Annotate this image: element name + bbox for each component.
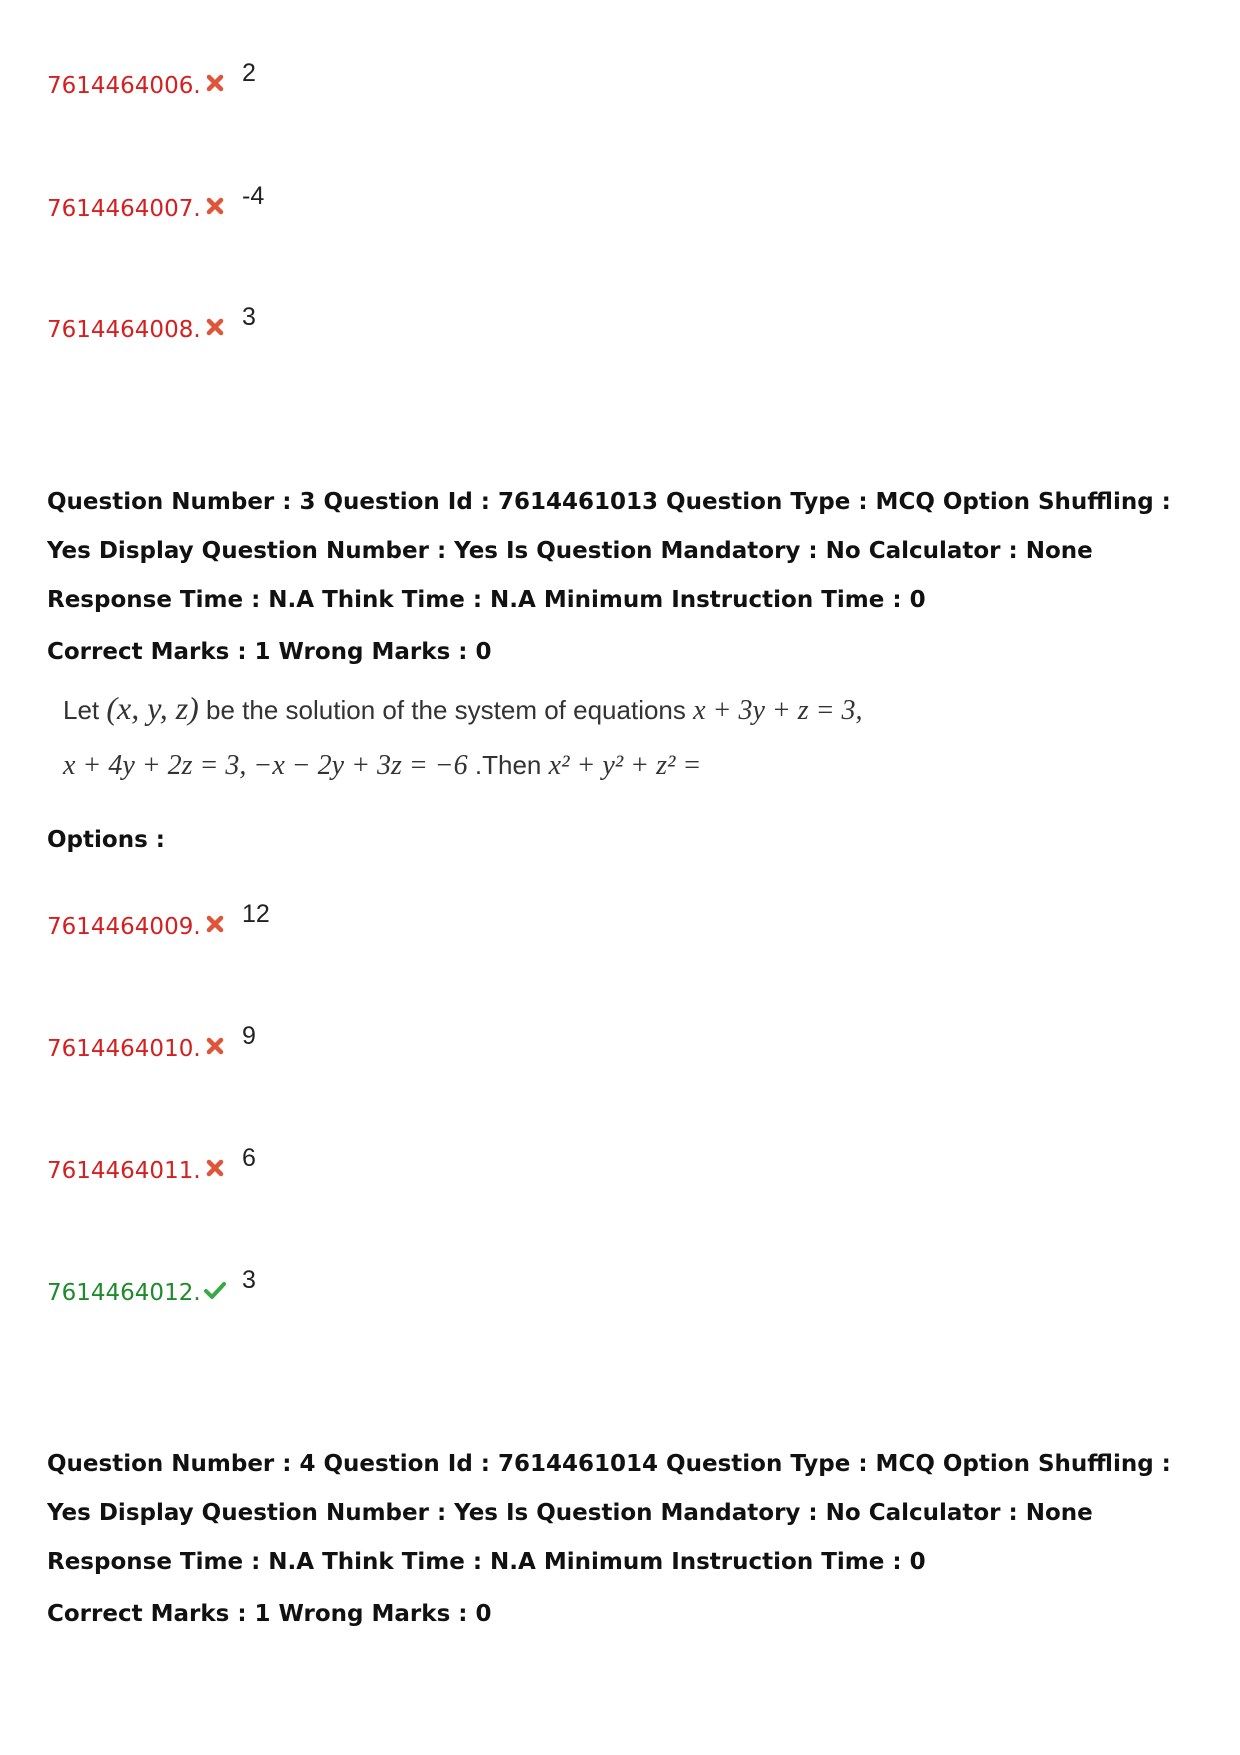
cross-icon xyxy=(204,1157,226,1179)
question-text: Let xyxy=(63,695,100,725)
question-text-line-2 xyxy=(63,750,701,782)
cross-icon xyxy=(204,195,226,217)
question-4-metadata: Question Number : 4 Question Id : 7614461014 Question Type : MCQ Option Shuffling : Yes Display Question Number : Yes Is Question Mandatory : No Calculator : None Response Time : N.A Think Time : N.A Minimum Instruction Time : 0 xyxy=(47,1451,1171,1575)
option-value: 3 xyxy=(242,1266,256,1294)
cross-icon xyxy=(204,913,226,935)
option-value: 9 xyxy=(242,1022,256,1050)
option-id: 7614464010. xyxy=(47,1036,201,1062)
check-icon xyxy=(202,1279,228,1301)
option-value: 3 xyxy=(242,303,256,331)
cross-icon xyxy=(204,72,226,94)
option-id: 7614464007. xyxy=(47,196,201,222)
option-id: 7614464008. xyxy=(47,317,201,343)
cross-icon xyxy=(204,1035,226,1057)
question-3-metadata: Question Number : 3 Question Id : 7614461013 Question Type : MCQ Option Shuffling : Yes Display Question Number : Yes Is Question Mandatory : No Calculator : None Response Time : N.A Think Time : N.A Minimum Instruction Time : 0 xyxy=(47,489,1171,613)
math-equation: x + 4y + 2z = 3, −x − 2y + 3z = −6 xyxy=(63,750,468,781)
option-value: -4 xyxy=(242,182,265,210)
question-text: .Then xyxy=(474,750,542,780)
option-value: 12 xyxy=(242,900,270,928)
option-value: 2 xyxy=(242,59,256,87)
option-id: 7614464006. xyxy=(47,73,201,99)
math-equation: x + 3y + z = 3, xyxy=(693,695,863,726)
option-id: 7614464011. xyxy=(47,1158,201,1184)
cross-icon xyxy=(204,316,226,338)
option-value: 6 xyxy=(242,1144,256,1172)
question-text-line-1 xyxy=(63,690,863,727)
math-expression: x² + y² + z² = xyxy=(548,750,702,781)
question-4-marks: Correct Marks : 1 Wrong Marks : 0 xyxy=(47,1601,492,1627)
option-id: 7614464009. xyxy=(47,914,201,940)
question-3-marks: Correct Marks : 1 Wrong Marks : 0 xyxy=(47,639,492,665)
options-label: Options : xyxy=(47,827,165,853)
question-text: be the solution of the system of equations xyxy=(206,695,686,725)
math-tuple: (x, y, z) xyxy=(106,690,199,726)
option-id: 7614464012. xyxy=(47,1280,201,1306)
